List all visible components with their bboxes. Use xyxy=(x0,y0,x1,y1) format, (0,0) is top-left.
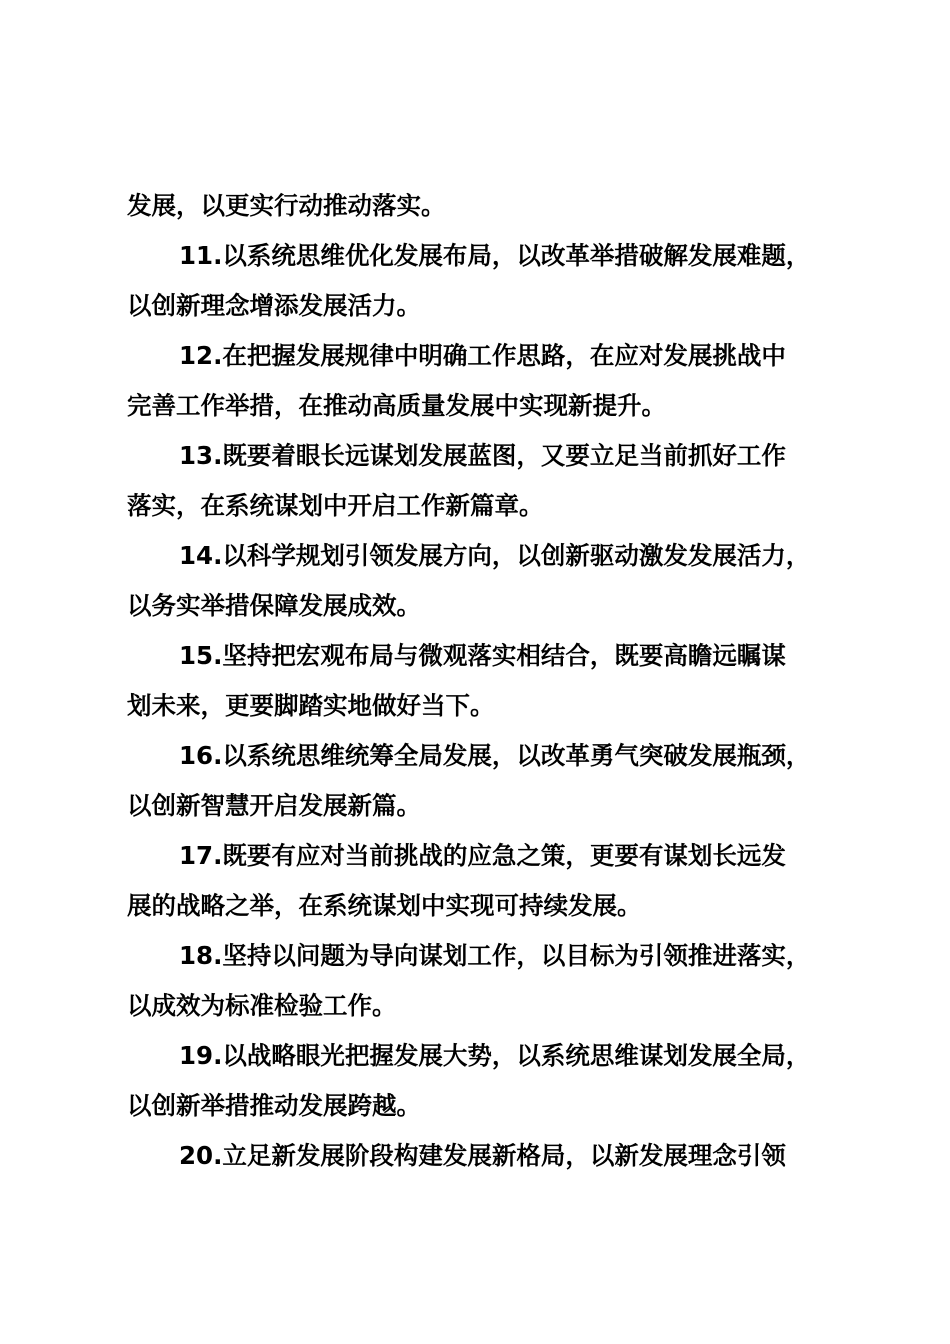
paragraph-14-line-2: 以务实举措保障发展成效。 xyxy=(127,591,421,620)
paragraph-18-line-2: 以成效为标准检验工作。 xyxy=(127,991,397,1020)
paragraph-17-line-2: 展的战略之举，在系统谋划中实现可持续发展。 xyxy=(127,891,642,920)
paragraph-14-line-1: 14.以科学规划引领发展方向，以创新驱动激发发展活力， xyxy=(179,541,811,570)
document-body xyxy=(127,181,847,1181)
paragraph-12-line-2: 完善工作举措，在推动高质量发展中实现新提升。 xyxy=(127,391,666,420)
paragraph-12-line-1: 12.在把握发展规律中明确工作思路，在应对发展挑战中 xyxy=(179,341,786,370)
paragraph-15-line-1: 15.坚持把宏观布局与微观落实相结合，既要高瞻远瞩谋 xyxy=(179,641,786,670)
paragraph-11-line-1: 11.以系统思维优化发展布局，以改革举措破解发展难题， xyxy=(179,241,811,270)
paragraph-18-line-1: 18.坚持以问题为导向谋划工作，以目标为引领推进落实， xyxy=(179,941,811,970)
paragraph-19-line-1: 19.以战略眼光把握发展大势，以系统思维谋划发展全局， xyxy=(179,1041,811,1070)
paragraph-16-line-2: 以创新智慧开启发展新篇。 xyxy=(127,791,421,820)
paragraph-13-line-2: 落实，在系统谋划中开启工作新篇章。 xyxy=(127,491,544,520)
paragraph-17-line-1: 17.既要有应对当前挑战的应急之策，更要有谋划长远发 xyxy=(179,841,786,870)
paragraph-15-line-2: 划未来，更要脚踏实地做好当下。 xyxy=(127,691,495,720)
paragraph-10-continuation: 发展，以更实行动推动落实。 xyxy=(127,191,446,220)
paragraph-16-line-1: 16.以系统思维统筹全局发展，以改革勇气突破发展瓶颈， xyxy=(179,741,811,770)
paragraph-20-line-1: 20.立足新发展阶段构建发展新格局，以新发展理念引领 xyxy=(179,1141,786,1170)
paragraph-13-line-1: 13.既要着眼长远谋划发展蓝图，又要立足当前抓好工作 xyxy=(179,441,786,470)
paragraph-11-line-2: 以创新理念增添发展活力。 xyxy=(127,291,421,320)
paragraph-19-line-2: 以创新举措推动发展跨越。 xyxy=(127,1091,421,1120)
